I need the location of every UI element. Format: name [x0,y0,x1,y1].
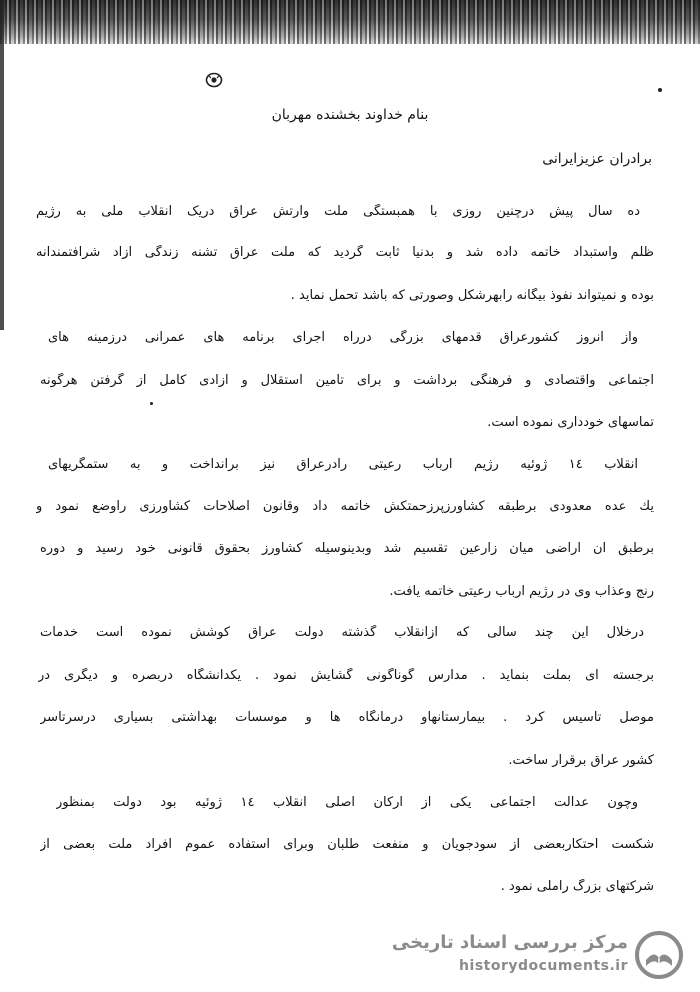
text-line: شکست احتکاربعضی از سودجویان و منفعت طلبان وبرای استفاده عموم افراد ملت بعضی از [40,837,654,852]
text-line: ظلم واستبداد خاتمه داده شد و بدنیا ثابت گردید که ملت عراق تشنه زندگی آزاد شرافتمندانه [36,245,654,260]
text-line: موصل تاسیس کرد . بیمارستانهاو درمانگاه ها و موسسات بهداشتی بسیاری درسرتاسر [40,710,654,725]
text-line: واز آنروز کشورعراق قدمهای بزرگی درراه اجرای برنامه های عمرانی درزمینه های [48,330,638,345]
text-line: یك عده معدودی برطبقه کشاورزپرزحمتکش خاتمه داد وقانون اصلاحات کشاورزی راوضع نمود و [36,499,654,514]
text-line: شرکتهای بزرگ راملی نمود . [500,879,654,894]
text-line: کشور عراق برقرار ساخت. [508,753,654,768]
text-line: ده سال پیش درچنین روزی با همبستگی ملت وارتش عراق دریک انقلاب ملی به رژیم [36,204,640,219]
archive-watermark [391,926,690,984]
watermark-url: historydocuments.ir [459,958,628,974]
speck-mark [150,402,153,405]
text-line: انقلاب ١٤ ژوئیه رژیم ارباب رعیتی رادرعراق نیز برانداخت و به ستمگریهای [48,457,638,472]
speck-mark [658,88,662,92]
text-line: بوده و نمیتواند نفوذ بیگانه رابهرشکل وصورتی که باشد تحمل نماید . [290,288,654,303]
text-line: درخلال این چند سالی که ازانقلاب گذشته دولت عراق کوشش نموده است خدمات [40,625,644,640]
open-book-logo-icon [634,930,684,980]
text-line: اجتماعی واقتصادی و فرهنگی برداشت و برای تامین استقلال و آزادی کامل از گرفتن هرگونه [40,373,654,388]
document-title: بنام خداوند بخشنده مهربان [271,107,429,123]
text-line: وچون عدالت اجتماعی یکی از ارکان اصلی انقلاب ١٤ ژوئیه بود دولت بمنظور [56,795,638,810]
scan-top-edge [0,0,700,44]
text-line: برجسته ای بملت بنماید . مدارس گوناگونی گشایش نمود . یکدانشگاه دربصره و دیگری در [38,668,654,683]
salutation: برادران عزیزایرانی [542,151,652,167]
text-line: رنج وعذاب وی در رژیم ارباب رعیتی خاتمه یافت. [389,584,654,599]
text-line: تماسهای خودداری نموده است. [487,415,654,430]
emblem-icon [205,72,223,88]
scan-left-edge [0,0,8,330]
text-line: برطبق آن اراضی میان زارعین تقسیم شد وبدینوسیله کشاورز بحقوق قانونی خود رسید و دوره [40,541,654,556]
watermark-org-name: مرکز بررسی اسناد تاریخی [391,932,628,953]
